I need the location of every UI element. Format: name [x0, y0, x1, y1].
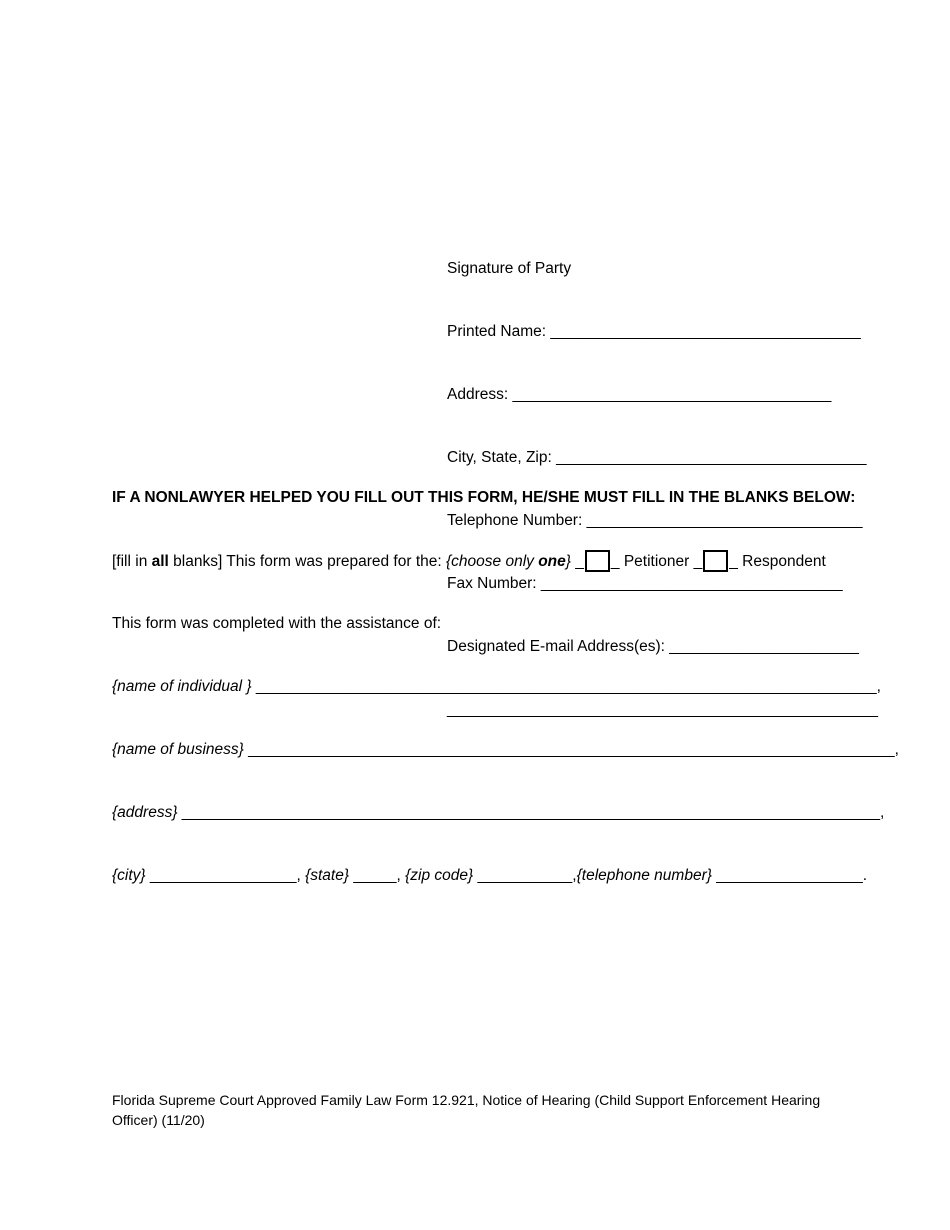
telephone-field[interactable]: Telephone Number: ________________________________	[447, 512, 863, 529]
petitioner-label: Petitioner	[619, 553, 694, 570]
name-individual-label: {name of individual }	[112, 678, 252, 695]
respondent-checkbox[interactable]	[703, 550, 728, 572]
city-state-zip-phone-row[interactable]	[112, 865, 868, 886]
name-business-label: {name of business}	[112, 741, 244, 758]
printed-name-field[interactable]: Printed Name: ____________________________________	[447, 323, 861, 340]
prepared-for-line	[112, 550, 842, 571]
city-blank[interactable]: _________________,	[145, 867, 306, 884]
zip-blank[interactable]: ___________,	[473, 867, 577, 884]
name-individual-row[interactable]	[112, 676, 881, 697]
choose-close: }	[565, 553, 571, 570]
telephone-blank[interactable]: _________________.	[711, 867, 868, 884]
state-label: {state}	[305, 867, 350, 884]
state-blank[interactable]: _____,	[349, 867, 406, 884]
choose-only-text: {choose only	[445, 553, 539, 570]
petitioner-checkbox[interactable]	[585, 550, 610, 572]
respondent-label: Respondent	[737, 553, 826, 570]
nonlawyer-heading: IF A NONLAWYER HELPED YOU FILL OUT THIS FORM, HE/SHE MUST FILL IN THE BLANKS BELOW:	[112, 489, 856, 506]
one-emphasis: one	[538, 553, 566, 570]
name-business-blank[interactable]: ___________________________________________________________________________,	[243, 741, 899, 758]
address-blank[interactable]: _________________________________________________________________________________,	[177, 804, 885, 821]
address-field[interactable]: Address: _____________________________________	[447, 386, 832, 403]
blank-before-petitioner: _	[570, 553, 584, 570]
zip-label: {zip code}	[405, 867, 474, 884]
email-field-line2[interactable]: __________________________________________________	[447, 701, 879, 718]
nonlawyer-section	[112, 445, 899, 907]
city-state-zip-field[interactable]: City, State, Zip: ____________________________________	[447, 449, 867, 466]
blank-before-respondent: _	[693, 553, 703, 570]
email-field[interactable]: Designated E-mail Address(es): ______________________	[447, 638, 859, 655]
form-footer: Florida Supreme Court Approved Family Law Form 12.921, Notice of Hearing (Child Support Enforcement Hearing Officer) (11/20)	[112, 1092, 821, 1128]
telephone-label: {telephone number}	[576, 867, 712, 884]
prepared-for-text-2: blanks] This form was prepared for the:	[168, 553, 446, 570]
name-business-row[interactable]	[112, 739, 899, 760]
address-label: {address}	[112, 804, 178, 821]
blank-after-petitioner-box: _	[610, 553, 620, 570]
assistance-line: This form was completed with the assistance of:	[112, 615, 442, 632]
fax-field[interactable]: Fax Number: ___________________________________	[447, 575, 843, 592]
address-row[interactable]	[112, 802, 885, 823]
prepared-for-text: [fill in	[112, 553, 152, 570]
all-emphasis: all	[151, 553, 169, 570]
name-individual-blank[interactable]: ________________________________________________________________________,	[251, 678, 881, 695]
blank-after-respondent-box: _	[729, 553, 738, 570]
signature-of-party: Signature of Party	[447, 260, 572, 277]
city-label: {city}	[112, 867, 146, 884]
